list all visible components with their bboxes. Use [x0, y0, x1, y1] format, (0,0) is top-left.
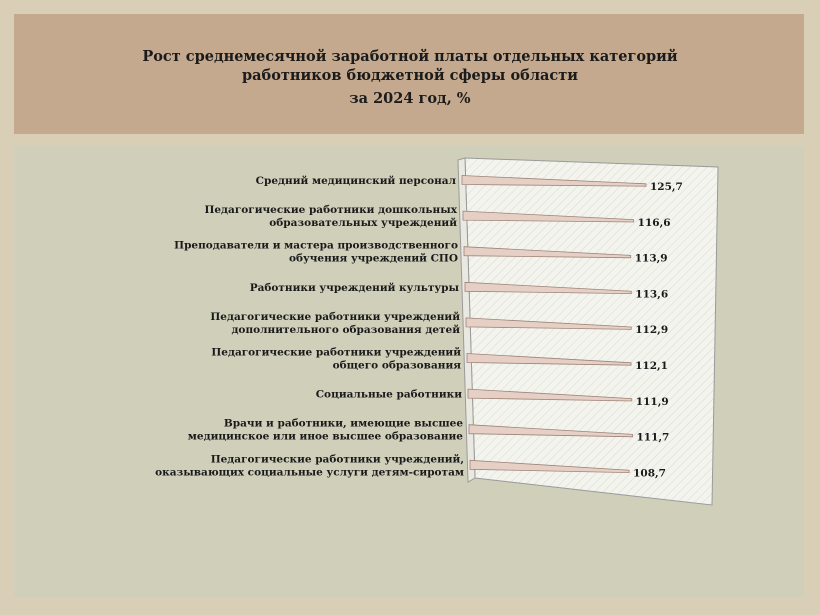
data-label-2: 116,6	[637, 216, 671, 229]
category-label-8-2: медицинское или иное высшее образование	[187, 430, 463, 443]
category-label-5-2: дополнительного образования детей	[231, 323, 460, 336]
category-label-9-1: Педагогические работники учреждений,	[210, 453, 464, 466]
data-label-6: 112,1	[635, 360, 668, 372]
category-label-9-2: оказывающих социальные услуги детям-сиротам	[155, 466, 464, 479]
category-label-3-1: Преподаватели и мастера производственного	[174, 239, 458, 252]
data-label-9: 108,7	[633, 467, 666, 480]
category-label-3-2: обучения учреждений СПО	[288, 252, 458, 265]
category-label-2-1: Педагогические работники дошкольных	[204, 204, 457, 217]
chart-title-line-2: работников бюджетной сферы области	[241, 67, 579, 84]
data-label-8: 111,7	[636, 431, 670, 444]
chart-back-wall	[465, 158, 718, 505]
category-label-8-1: Врачи и работники, имеющие высшее	[223, 417, 463, 430]
category-label-6-1: Педагогические работники учреждений	[211, 346, 461, 359]
data-label-7: 111,9	[635, 395, 669, 408]
chart-title-line-1: Рост среднемесячной заработной платы отдельных категорий	[142, 48, 678, 65]
data-label-3: 113,9	[634, 252, 668, 265]
data-label-1: 125,7	[649, 181, 683, 193]
chart-subtitle: за 2024 год, %	[349, 90, 471, 107]
chart-walls	[458, 158, 718, 505]
category-label-2-2: образовательных учреждений	[269, 217, 457, 230]
category-label-4-1: Работники учреждений культуры	[249, 281, 459, 294]
category-label-7-1: Социальные работники	[315, 388, 462, 401]
category-label-5-1: Педагогические работники учреждений	[210, 310, 460, 323]
category-label-6-2: общего образования	[332, 359, 461, 372]
data-label-4: 113,6	[635, 288, 669, 301]
category-label-1-1: Средний медицинский персонал	[255, 175, 456, 187]
data-label-5: 112,9	[635, 324, 669, 337]
